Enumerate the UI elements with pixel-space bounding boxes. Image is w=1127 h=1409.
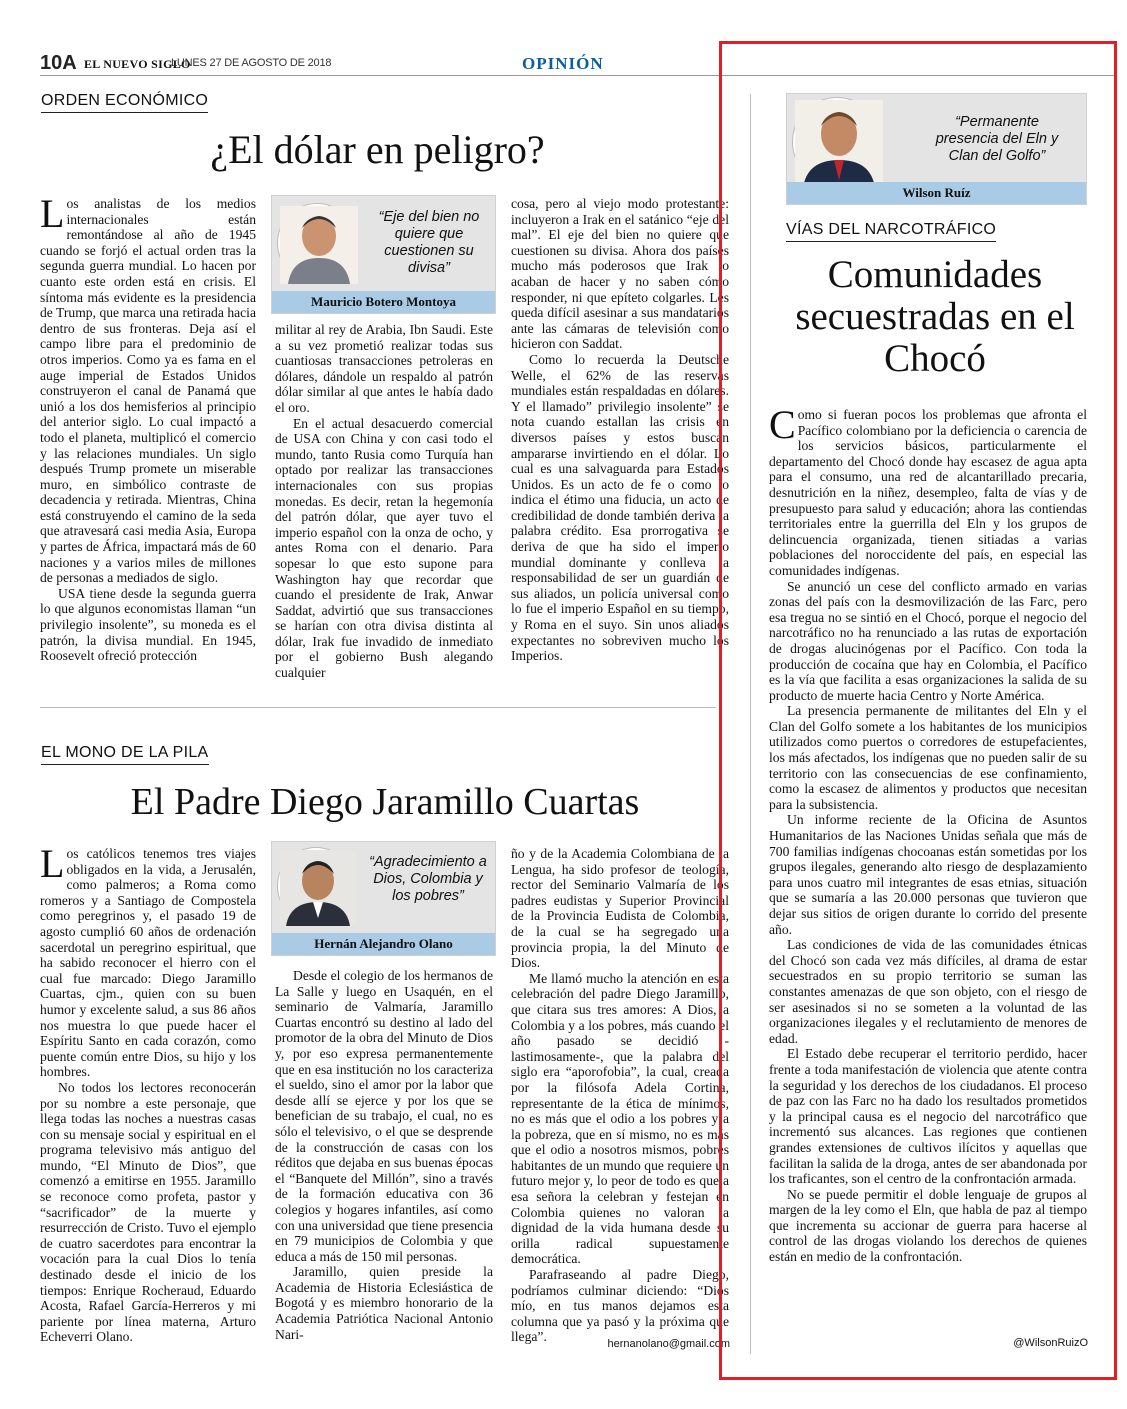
author-photo-icon	[278, 204, 356, 282]
article1-paragraph: Como lo recuerda la Deutsche Welle, el 62% de las reservas mundiales están respaldadas en dólares. Y el llamado” privilegio insolente” se nota cuando estallan las crisis en diversos países y estos buscan ampararse invirtiendo en el dólar. Lo cual es una salvaguarda para Estados Unidos. Es un acto de fe o como lo indica el étimo una fiducia, un acto de credibilidad de donde también deriva la palabra crédito. Esa prorrogativa se deriva de que ha sido el imperio mundial dominante y conlleva la responsabilidad de ser un guardián de sus aliados, un policía universal como lo fue el imperio Español en su tiempo, y Roma en el suyo. Sin unos aliados expectantes no sobreviven mucho los Imperios.	[511, 351, 729, 664]
article2-kicker: EL MONO DE LA PILA	[41, 744, 209, 765]
drop-cap: L	[40, 191, 65, 236]
article3-kicker: VÍAS DEL NARCOTRÁFICO	[786, 221, 996, 242]
article2-paragraph: Me llamó mucho la atención en esta celebración del padre Diego Jaramillo, que citara sus tres amores: A Dios, a Colombia y a los pobres, más cuando el año pasado se decidió -lastimosamente-, que la palabra del siglo era “aporofobia”, la cual, creada por la filósofa Adela Cortina, representante de la ética de mínimos, no es más que el odio a los pobres y a la pobreza, que en sí mismo, no es más que el odio a nosotros mismos, pobres habitantes de un mundo que requiere un futuro mejor y, lo peor de todo es que a esa señora la celebran y festejan en Colombia quienes no valoran la dignidad de la vida humana desde su orilla radical supuestamente democrática.	[511, 970, 729, 1267]
article1-headline: ¿El dólar en peligro?	[210, 127, 545, 172]
article3-paragraph: El Estado debe recuperar el territorio perdido, hacer frente a toda manifestación de violencia que atente contra la seguridad y los derechos de los ciudadanos. El proceso de paz con las Farc no ha dado los resultados prometidos y la principal causa es el negocio del narcotráfico que incrementó sus alcances. Las regiones que contienen grandes extensiones de cultivos ilícitos y aquellas que facilitan la salida de la droga, antes de ser abandonada por los traficantes, son el centro de la confrontación armada.	[769, 1046, 1087, 1187]
article2-pull-quote: “Agradecimiento a Dios, Colombia y los pobres”	[369, 854, 487, 904]
article1-column-3	[511, 196, 729, 691]
article3-pull-quote: “Permanente presencia del Eln y Clan del Golfo”	[935, 114, 1059, 164]
article3-paragraph: Como si fueran pocos los problemas que afronta el Pacífico colombiano por la deficiencia o carencia de los servicios básicos, particularmente el departamento del Chocó donde hay escasez de agua apta para el consumo, una red de alcantarillado precaria, desnutrición en la niñez, desempleo, falta de vías y de presupuesto para salud y educación; ahora las contiendas territoriales entre la guerrilla del Eln y los grupos de delincuencia organizada, tienen sitiadas a varias poblaciones del noroccidente del país, en especial las comunidades indígenas.	[769, 402, 1087, 578]
issue-date: LUNES 27 DE AGOSTO DE 2018	[171, 57, 332, 69]
article1-column-1	[40, 191, 256, 691]
author-email: hernanolano@gmail.com	[607, 1338, 730, 1350]
article-divider	[40, 707, 716, 708]
article3-paragraph: No se puede permitir el doble lenguaje de grupos al margen de la ley como el Eln, que habla de paz al tiempo que incrementa su accionar de guerra para hacerse al control de las drogas violando los derechos de quienes están en medio de la confrontación.	[769, 1186, 1087, 1265]
author-photo-icon	[278, 848, 354, 924]
article2-paragraph: Parafraseando al padre Diego, podríamos culminar diciendo: “Dios mío, en tus manos dejamos esta columna que ya pasó y la próxima que llega”.	[511, 1267, 729, 1345]
article2-column-1	[40, 841, 256, 1354]
article2-paragraph: No todos los lectores reconocerán por su nombre a este personaje, que llega todas las noches a nuestras casas con su mensaje social y espiritual en el programa televisivo más antiguo del mundo, “El Minuto de Dios”, que comenzó a emitirse en 1955. Jaramillo se reconoce como profeta, pastor y “sacrificador” de la muerte y resurrección de Cristo. Tuvo el ejemplo de cuatro sacerdotes para encontrar la vocación para la cual Dios lo tenía destinado desde el inicio de los tiempos: Enrique Rocheraud, Eduardo Acosta, Rafael García-Herreros y mi pariente por línea materna, Arturo Echeverri Olano.	[40, 1079, 256, 1345]
article1-paragraph: Los analistas de los medios internacionales están remontándose al año de 1945 cuando se forjó el actual orden tras la segunda guerra mundial. Lo hacen por cuanto este orden está en crisis. El síntoma más evidente es la presidencia de Trump, que marca una retirada hacia dentro de sus fronteras. Deja así el campo libre para el predominio de otros imperios. Como ya es fama en el auge imperial de Estados Unidos construyeron el canal de Panamá que unió a los dos hemisferios al principio del anterior siglo. Lo cual impactó a todo el planeta, multiplicó el comercio y las relaciones mundiales. Un siglo después Trump promete un miserable muro, en simbólico contraste de decadencia y retirada. Mientras, China está construyendo el camino de la seda que atravesará casi media Asia, Europa y partes de África, impactará más de 60 naciones y a varios miles de millones de personas a mediados de siglo.	[40, 191, 256, 586]
article2-headline: El Padre Diego Jaramillo Cuartas	[130, 781, 640, 823]
article2-column-2	[275, 968, 493, 1354]
article1-kicker: ORDEN ECONÓMICO	[41, 92, 208, 113]
article1-column-2	[275, 322, 493, 692]
article3-paragraph: Se anunció un cese del conflicto armado en varias zonas del país con la desmovilización de las Farc, pero esa tregua no se sintió en el Chocó, porque el negocio del narcotráfico no ha renunciado a las rutas de exportación de drogas alucinógenas por el Pacífico. Con toda la producción de cocaína que hay en Colombia, el Pacífico es la vía que facilita a esas organizaciones la salida de su producto de muerte hacia Centro y Norte América.	[769, 578, 1087, 703]
article1-author: Mauricio Botero Montoya	[272, 291, 495, 313]
article2-paragraph: ño y de la Academia Colombiana de la Lengua, ha sido profesor de teología, rector del Seminario Valmaría de los padres eudistas y Superior Provincial de la Provincia Eudista de Colombia, de la cual se ha segregado una provincia propia, la del Minuto de Dios.	[511, 846, 729, 971]
article3-paragraph: La presencia permanente de militantes del Eln y el Clan del Golfo somete a los habitantes de los municipios utilizados como puertos o corredores de estupefacientes, los más afectados, los indígenas que no pueden salir de su territorio con las consecuencias de ese confinamiento, como la escasez de alimentos y productos que necesitan para la subsistencia.	[769, 703, 1087, 812]
article3-paragraph: Las condiciones de vida de las comunidades étnicas del Chocó son cada vez más difíciles, al drama de estar secuestrados en su propio territorio se suman las constantes amenazas de que son objeto, con el riesgo de ser asesinados si no se someten a la voluntad de las organizaciones ilegales y el reclutamiento de menores de edad.	[769, 937, 1087, 1046]
section-title: OPINIÓN	[522, 54, 604, 73]
article2-paragraph: Desde el colegio de los hermanos de La Salle y luego en Usaquén, en el seminario de Valmaría, Jaramillo Cuartas encontró su destino al lado del promotor de la obra del Minuto de Dios y, por eso expresa permanentemente que en esa institución no los caracteriza el sueldo, sino el amor por la labor que desde allí se ejerce y por los que se benefician de su trabajo, el cual, no es sólo el televisivo, o el que se desprende de la construcción de casas con los réditos que dejaba en sus buenas épocas el “Banquete del Millón”, sino a través de la formación educativa con 36 colegios y hogares infantiles, así como con una universidad que tiene presencia en 79 municipios de Colombia y que educa a más de 150 mil personas.	[275, 968, 493, 1264]
article1-paragraph: cosa, pero al viejo modo protestante: incluyeron a Irak en el satánico “eje del mal”. El eje del bien no quiere que cuestionen su divisa. Ahora dos países mucho más poderosos que Irak lo acaban de hacer y no saben cómo responder, ni que epíteto colgarles. Les queda difícil asesinar a sus mandatarios ante las cámaras de televisión como hicieron con Saddat.	[511, 196, 729, 352]
article3-author: Wilson Ruíz	[787, 182, 1086, 204]
article2-paragraph: Jaramillo, quien preside la Academia de Historia Eclesiástica de Bogotá y es miembro honorario de la Academia Patriótica Nacional Antonio Nari-	[275, 1264, 493, 1342]
article1-paragraph: USA tiene desde la segunda guerra lo que algunos economistas llaman “un privilegio insolente”, su moneda es el patrón, la divisa mundial. En 1945, Roosevelt ofreció protección	[40, 585, 256, 664]
article2-paragraph: Los católicos tenemos tres viajes obligados en la vida, a Jerusalén, como palmeros; a Roma como romeros y a Santiago de Compostela como peregrinos y, el pasado 19 de agosto cumplió 60 años de ordenación sacerdotal un peregrino espiritual, que ha sabido reconocer el hierro con el cual fue marcado: Diego Jaramillo Cuartas, cjm., quien con su buen humor y excelente salud, a sus 86 años nos muestra lo que puede hacer el Espíritu Santo en cada corazón, como puente común entre Dios, su hijo y los hombres.	[40, 841, 256, 1080]
drop-cap: C	[769, 402, 796, 447]
article1-paragraph: militar al rey de Arabia, Ibn Saudi. Este a su vez prometió realizar todas sus cuantiosas transacciones petroleras en dólares, dándole un respaldo al patrón dólar similar al que antes le había dado el oro.	[275, 322, 493, 415]
article1-author-box	[271, 195, 496, 314]
highlight-frame	[719, 41, 1117, 1380]
article3-headline: Comunidades secuestradas en el Chocó	[795, 253, 1075, 381]
article3-paragraph: Un informe reciente de la Oficina de Asuntos Humanitarios de las Naciones Unidas señala que más de 700 familias indígenas chocoanas están sometidas por los grupos ilegales, generando alto riesgo de desplazamiento para unos cuatro mil integrantes de esas etnias, situación que se sumaría a las 20.000 personas que tuvieron que dejar sus sitios de origen durante lo corrido del presente año.	[769, 812, 1087, 937]
article1-paragraph: En el actual desacuerdo comercial de USA con China y con casi todo el mundo, tanto Rusia como Turquía han optado por realizar las transacciones internacionales con sus propias monedas. Es decir, retan la hegemonía del patrón dólar, que ayer tuvo el imperio español con la onza de ocho, y antes Roma con el denario. Para sopesar lo que esto supone para Washington hay que recordar que cuando el presidente de Irak, Anwar Saddat, advirtió que sus transacciones se harían con otra divisa distinta al dólar, Irak fue invadido de inmediato por el gobierno Bush alegando cualquier	[275, 415, 493, 681]
drop-cap: L	[40, 841, 65, 886]
author-handle: @WilsonRuizO	[1013, 1337, 1088, 1349]
article1-pull-quote: “Eje del bien no quiere que cuestionen su divisa”	[378, 209, 480, 276]
article2-author-box	[271, 841, 496, 956]
article2-author: Hernán Alejandro Olano	[272, 933, 495, 955]
page-number: 10A	[40, 52, 77, 74]
newspaper-name: EL NUEVO SIGLO	[84, 57, 191, 71]
